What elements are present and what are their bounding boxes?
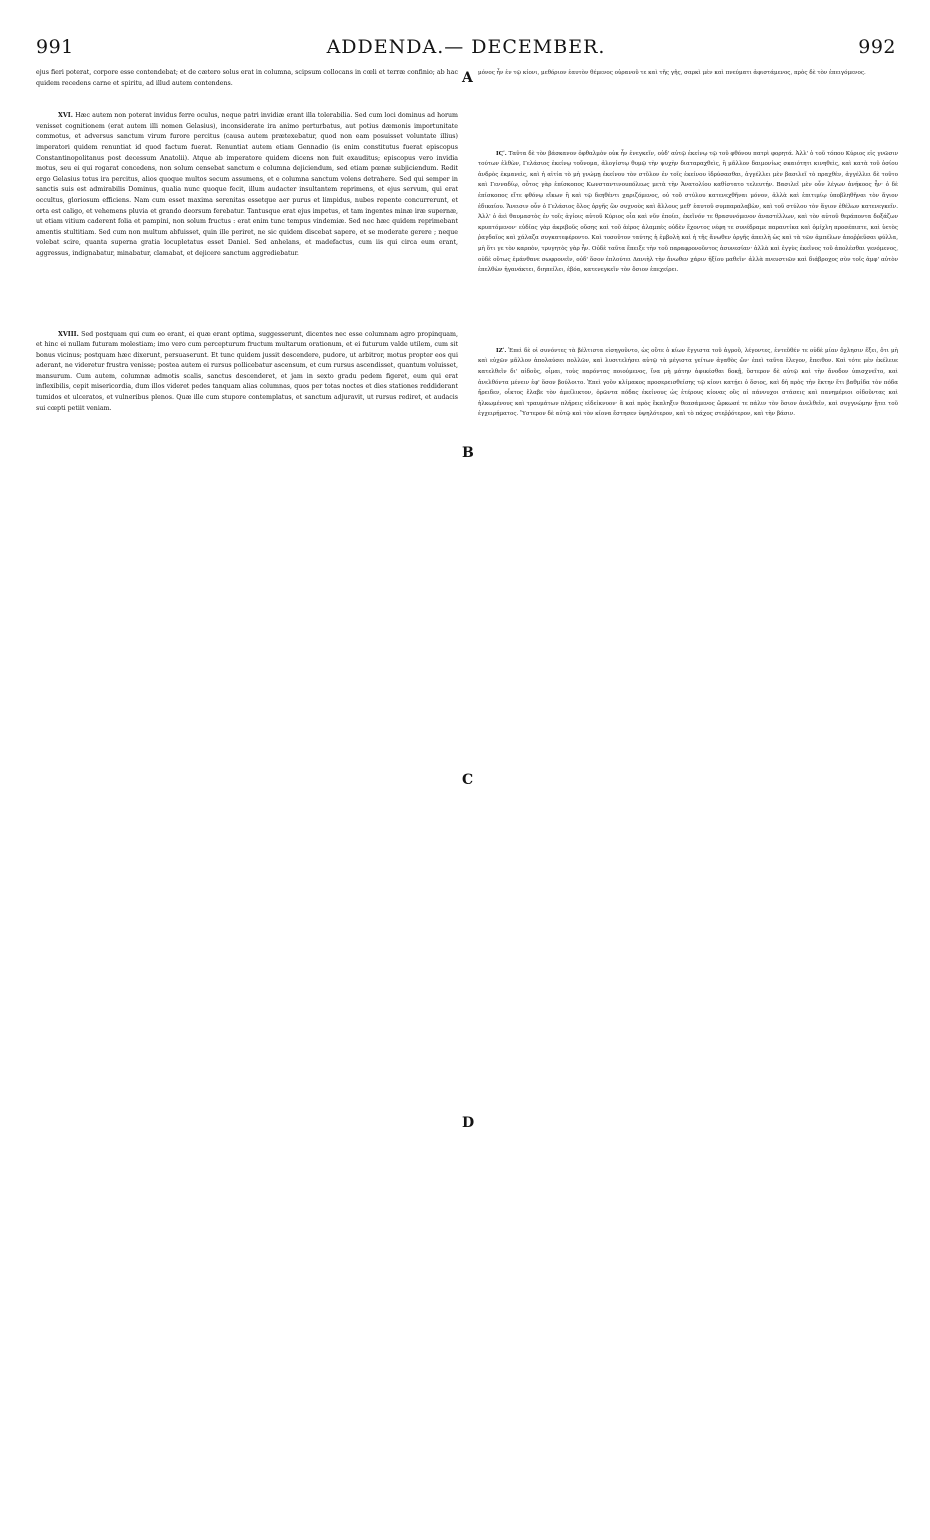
section-number: XVIII. [58, 330, 79, 338]
greek-paragraph-opening: μόνος ἦν ἐν τῷ κίονι, μεθόριον ἑαυτὸν θέμενος οὐρανοῦ τε καὶ τῆς γῆς, σαρκὶ μὲν καὶ πνεύματι ἀφιστάμενος, πρὸς δὲ τὸν ἐπειγόμενος. [478, 70, 866, 76]
latin-section-xvi [36, 111, 458, 259]
greek-section-17 [478, 346, 898, 420]
page-number-right: 992 [858, 36, 896, 58]
latin-paragraph-opening: ejus fieri poterat, corpore esse contendebat; et de cætero solus erat in columna, scipsum collocans in cœli et terræ confinio; ab hac quidem recedens carne et spiritu, ad illud autem contendens. [36, 69, 458, 87]
margin-marker-c: C [462, 772, 474, 788]
latin-section-xviii [36, 330, 458, 415]
latin-section-text: Hæc autem non poterat invidus ferre oculus, neque patri invidiæ erant illa tolerabilia. Sed cum loci dominus ad horum venisset cognitionem (erat autem illi nomen Gelasius), inconsiderate ira animo perturbatus, aut potius dæmonis importunitate commotus, et adversus sanctum virum furore percitus (causa autem prætexebatur, quod non eam posuisset voluntate illius) imperatori quidem renuntiat id quod factum fuerat. Renuntiat autem etiam Gennadio (is enim constitutus fuerat episcopus Constantinopolitanus post decessum Anatolii). Atque ab imperatore quidem dicens non fuit exauditus; episcopus vero invidia motus, seu ei qui rogarat concedens, non solum censebat sanctum e columna dejiciendum, sed etiam pœnæ subjiciendum. Redit ergo Gelasius totus ira percitus, alios quoque multos secum assumens, et e columna sanctum volens detrahere. Sed qui semper in sanctis suis est admirabilis Dominus, qualia nunc quoque fecit, illum audacter insultantem reprimens, et ejus servum, qui erat occultus, gloriosum efficiens. Nam cum esset maxima serenitas essetque aer purus et limpidus, nubes repente concurrerunt, et orta est caligo, et vehemens pluvia et grando deorsum ferebatur. Tantusque erat ejus impetus, et tam ingentes minæ iræ supernæ, ut etiam vitium caderent folia et pampini, non solum fructus : erat enim tunc tempus vindemiæ. Sed nec hæc quidem reprimebant amentis stultitiam. Sed cum non multum abfuisset, quin ille periret, ne sic quidem discebat sapere, et se moderate gerere ; neque volebat scire, quanta superna gratia locupletatus esset Daniel. [36, 112, 458, 247]
latin-column [36, 68, 458, 1540]
section-number: ΙϚʹ. [496, 150, 507, 157]
running-title: ADDENDA.— DECEMBER. [326, 36, 606, 58]
page-number-left: 991 [36, 36, 74, 58]
greek-section-text: Ταῦτα δὲ τὸν βάσκανον ὀφθαλμὸν οὐκ ἦν ἐνεγκεῖν, οὐδ' αὐτῷ ἐκείνῳ τῷ τοῦ φθόνου πατρὶ φορητά. Ἀλλ' ὁ τοῦ τόπου Κύριος εἰς γνῶσιν τούτων ἐλθὼν, Γελάσιος ἐκείνῳ τοὔνομα, ἀλογίστῳ θυμῷ τὴν ψυχὴν διαταραχθεὶς, ἢ μᾶλλον δαιμονίως σκαιότητι κινηθεὶς, καὶ κατὰ τοῦ ὁσίου ἀνδρὸς ἐκμανεὶς, καὶ ἡ αἰτία τὸ μὴ γνώμῃ ἐκείνου τὸν στῦλον ἐν τοῖς ἐκείνου ἱδρύσασθαι, ἀγγέλλει μὲν βασιλεῖ τὸ πραχθὲν, ἀγγέλλει δὲ τοῦτο καὶ Γενναδίῳ, οὗτος γὰρ ἐπίσκοπος Κωνσταντινουπόλεως μετὰ τὴν Ἀνατολίου καθίστατο τελευτήν. Βασιλεῖ μὲν οὖν λέγων ἀνήκοος ἦν· ὁ δὲ ἐπίσκοπος εἴτε φθόνῳ εἴκων ἢ καὶ τῷ δεηθέντι χαριζόμενος, οὐ τοῦ στύλου κατενεχθῆναι μόνον, ἀλλὰ καὶ ἐπιτιμίῳ ὑποβληθῆναι τὸν ἅγιον ἐδικαίου. Ἄνεισιν οὖν ὁ Γελάσιος ὅλος ὀργῆς ὢν συχνοὺς καὶ ἄλλους μεθ' ἑαυτοῦ συμπαραλαβὼν, καὶ τοῦ στύλου τὸν ἅγιον ἐθέλων κατενεγκεῖν. Ἀλλ' ὁ ἀεὶ θαυμαστὸς ἐν τοῖς ἁγίοις αὐτοῦ Κύριος οἷα καὶ νῦν ἐποίει, ἐκεῖνόν τε θρασυνόμενον ἀναστέλλων, καὶ τὸν αὐτοῦ θεράποντα δοξάζων κρυπτόμενον· εὐδίας γὰρ ἀκριβοῦς οὔσης καὶ τοῦ ἀέρος ἀλαμπὲς οὐδὲν ἔχοντος νέφη τε συνέδραμε παραυτίκα καὶ ὁμίχλη προσέπιπτε, καὶ ὑετὸς ῥαγδαῖος καὶ χάλαζα συγκατεφέροντο. Καὶ τοσοῦτον ταύτης ἡ ἐμβολὴ καὶ ἡ τῆς ἄνωθεν ὀργῆς ἀπειλὴ ὡς καὶ τὰ τῶν ἀμπέλων ἀποῤῥεῦσαι φύλλα, μὴ ὅτι γε τὸν καρπὸν, τρυγητὸς γὰρ ἦν. Οὐδὲ ταῦτα ἔπειξε τὴν τοῦ παραφρονοῦντος ἀσυνεσίαν· ἀλλὰ καὶ ἐγγὺς ἐκεῖνος τοῦ ἀπολέσθαι γενόμενος, οὐδὲ οὕτως ἐμάνθανε σωφρονεῖν, οὐδ' ὅσον ἐπλούτει Δανιὴλ τὴν ἄνωθεν χάριν ἠξίου μαθεῖν· ἀλλὰ πνευστιῶν καὶ διάβροχος σὺν τοῖς ἀμφ' αὐτὸν ἐπελθὼν ἠγανάκτει, διηπείλει, ἐβόα, κατενεγκεῖν τὸν ὅσιον ἐπεχείρει. [478, 150, 898, 274]
section-number: XVI. [58, 112, 73, 120]
greek-section-16 [478, 149, 898, 276]
section-number: ΙΖʹ. [496, 347, 507, 354]
margin-marker-a: A [462, 70, 473, 86]
margin-marker-d: D [462, 1115, 475, 1131]
latin-section-text: Sed postquam qui cum eo erant, ei quæ erant optima, suggesserunt, dicentes nec esse columnam agro propinquam, et hinc ei nullam futuram molestiam; imo vero cum percepturum fructum multarum orationum, et ei futurum valde utilem, cum sit bonus vicinus; postquam hæc dixerunt, persuaserunt. Et tunc quidem jussit descendere, pudore, ut arbitror, motus propter eos qui aderant, ne videretur frustra venisse; postea autem ei rursus pollicebatur ascensum, et cum rursus ascendisset, quantum voluisset, mansurum. Cum autem, columnæ admotis scalis, sanctus descenderet, et jam in sexto gradu pedem figeret, eum qui erat inflexibilis, cepit misericordia, dum illos videret pedes tanquam alias columnas, quos per totas noctes et dies stationes reddiderant tumidos et ulceratos, et vulneribus plenos. Quæ ille cum stupore contemplatus, et sanctum adjuravit, ut rursus rediret, et audacis sui cœpti petiit veniam. [36, 330, 458, 412]
margin-marker-b: B [462, 445, 474, 461]
greek-column [478, 68, 898, 1540]
greek-section-text: Ἐπεὶ δὲ οἱ συνόντες τὰ βέλτιστα εἰσηγοῦντο, ὡς οὔτε ὁ κίων ἔγγιστα τοῦ ἀγροῦ, λέγοντες, ἐντεῦθέν τε οὐδὲ μίαν ὄχλησιν ἕξει, ὅτι μὴ καὶ εὐχῶν μᾶλλον ἀπολαύσει πολλῶν, καὶ λυσιτελήσει αὐτῷ τὰ μέγιστα γείτων ἀγαθὸς ὤν· ἐπεὶ ταῦτα ἔλεγον, ἔπειθον. Καὶ τότε μὲν ἐκέλευε κατελθεῖν δι' αἰδοῦς, οἶμαι, τοὺς παρόντας ποιούμενος, ἵνα μὴ μάτην ἀφικέσθαι δοκῇ, ὕστερον δὲ αὐτῷ καὶ τὴν ἄνοδον ὑπισχνεῖτο, καὶ ἀνελθόντα μένειν ἐφ' ὅσον βούλοιτο. Ἐπεὶ γοῦν κλίμακος προσερεισθείσης τῷ κίονι κατῄει ὁ ὅσιος, καὶ δὴ πρὸς τὴν ἕκτην ἔτι βαθμίδα τὸν πόδα ἤρειδεν, οἶκτος ἔλαβε τὸν ἀμείλικτον, ὁρῶντα πόδας ἐκείνους ὡς ἑτέρους κίονας οὓς αἱ πάννυχοι στάσεις καὶ πανημέριοι οἰδοῦντας καὶ ἡλκωμένους καὶ τραυμάτων πλήρεις εἰδείκνυον· ἃ καὶ πρὸς ἔκπληξιν θεασάμενος ὥρκωσέ τε πάλιν τὸν ὅσιον ἀνελθεῖν, καὶ συγγνώμην ᾔτει τοῦ ἐγχειρήματος. Ὕστερον δὲ αὐτῷ καὶ τὸν κίονα ἔστησεν ὑψηλότερον, καὶ τὸ πάχος στεῤῥότερον, καὶ τὴν βάσιν. [478, 347, 898, 418]
latin-spanning-sentence: Sed anhelans, et madefactus, cum iis qui circa eum erant, aggressus, indignabatur, minabatur, clamabat, et dejicere sanctum aggrediebatur. [36, 239, 458, 257]
running-header [36, 36, 896, 62]
